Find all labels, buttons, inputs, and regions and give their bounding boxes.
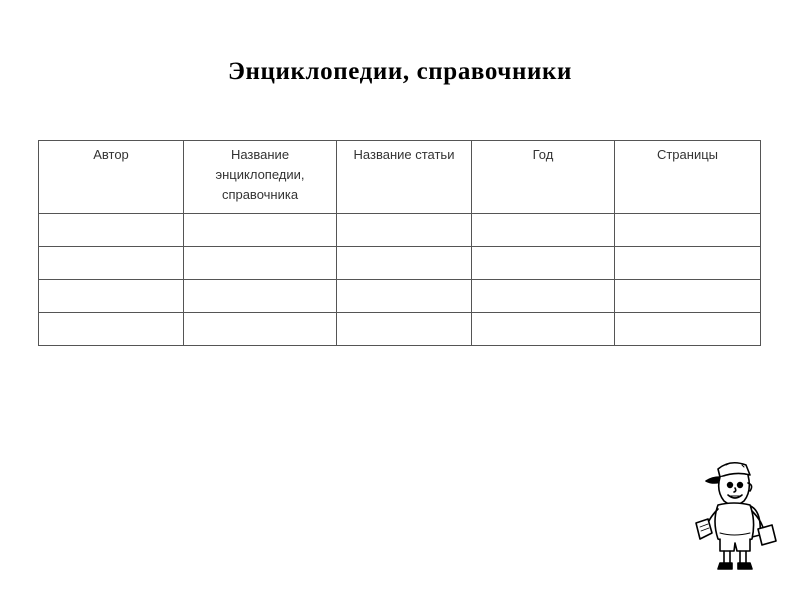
table-cell[interactable] [472, 247, 615, 280]
table-cell[interactable] [184, 214, 337, 247]
cartoon-schoolboy-icon [690, 455, 780, 575]
table-cell[interactable] [615, 214, 761, 247]
reference-table [38, 140, 761, 346]
table-cell[interactable] [337, 280, 472, 313]
table-cell[interactable] [184, 280, 337, 313]
header-article-title-label: Название статьи [353, 147, 455, 162]
table-row [39, 214, 761, 247]
table-cell[interactable] [337, 247, 472, 280]
header-year [472, 141, 615, 214]
table-cell[interactable] [184, 247, 337, 280]
table-cell[interactable] [615, 280, 761, 313]
header-author-label: Автор [93, 147, 129, 162]
table-row [39, 247, 761, 280]
table-cell[interactable] [615, 247, 761, 280]
header-article-title [337, 141, 472, 214]
header-pages-label: Страницы [656, 147, 719, 162]
header-source-title [184, 141, 337, 214]
table-header-row [39, 141, 761, 214]
header-source-title-label: Название энциклопедии, справочника [215, 147, 305, 202]
table-cell[interactable] [39, 214, 184, 247]
table-cell[interactable] [39, 280, 184, 313]
page-title: Энциклопедии, справочники [227, 58, 573, 85]
table-cell[interactable] [39, 313, 184, 346]
table-cell[interactable] [472, 214, 615, 247]
table-cell[interactable] [472, 280, 615, 313]
table-cell[interactable] [615, 313, 761, 346]
table-cell[interactable] [337, 214, 472, 247]
table-row [39, 280, 761, 313]
header-pages [615, 141, 761, 214]
header-year-label: Год [532, 147, 554, 162]
table-cell[interactable] [39, 247, 184, 280]
table-cell[interactable] [472, 313, 615, 346]
table-cell[interactable] [337, 313, 472, 346]
header-author [39, 141, 184, 214]
table-cell[interactable] [184, 313, 337, 346]
table-row [39, 313, 761, 346]
